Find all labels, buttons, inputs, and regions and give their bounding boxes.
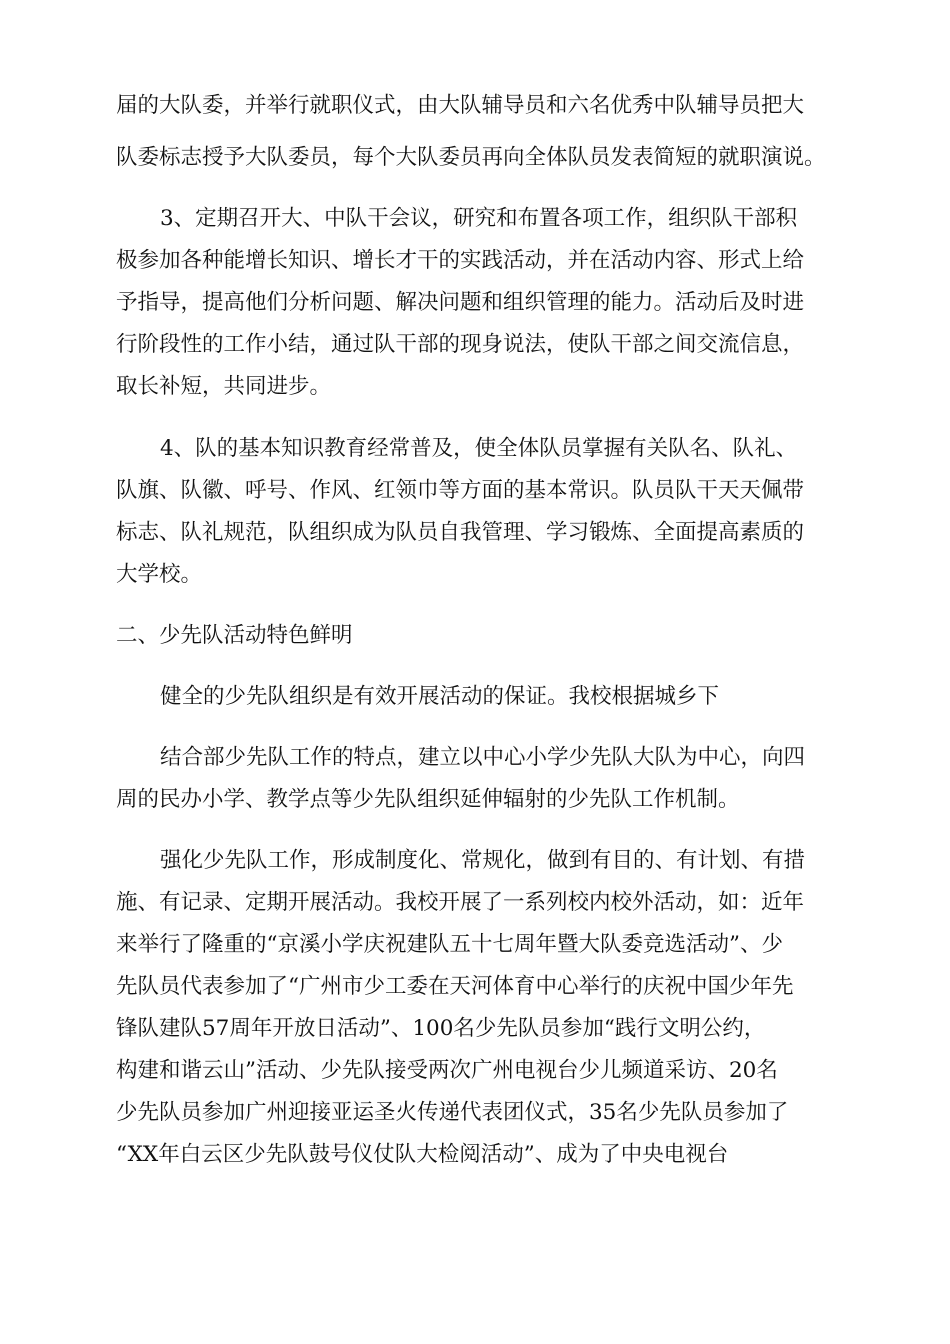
text-line: 大学校。 [116,562,203,587]
text-line: 届的大队委，并举行就职仪式，由大队辅导员和六名优秀中队辅导员把大 [116,93,805,118]
text-line: 队委标志授予大队委员，每个大队委员再向全体队员发表简短的就职演说。 [116,145,826,170]
text-line: 周的民办小学、教学点等少先队组织延伸辐射的少先队工作机制。 [116,787,740,812]
text-line: 标志、队礼规范，队组织成为队员自我管理、学习锻炼、全面提高素质的 [116,520,805,545]
paragraph-first-line: 健全的少先队组织是有效开展活动的保证。我校根据城乡下 [160,684,720,709]
section-heading: 二、少先队活动特色鲜明 [116,623,353,648]
paragraph-first-line: 4、队的基本知识教育经常普及，使全体队员掌握有关队名、队礼、 [160,436,798,461]
text-line: 极参加各种能增长知识、增长才干的实践活动，并在活动内容、形式上给 [116,248,805,273]
paragraph-first-line: 强化少先队工作，形成制度化、常规化，做到有目的、有计划、有措 [160,848,806,873]
paragraph-first-line: 结合部少先队工作的特点，建立以中心小学少先队大队为中心，向四 [160,745,806,770]
text-line: 少先队员参加广州迎接亚运圣火传递代表团仪式，35名少先队员参加了 [116,1100,789,1125]
text-line: 锋队建队57周年开放日活动”、100名少先队员参加“践行文明公约， [116,1016,766,1041]
text-line: 构建和谐云山”活动、少先队接受两次广州电视台少儿频道采访、20名 [116,1058,778,1083]
text-line: 取长补短，共同进步。 [116,374,332,399]
text-line: 队旗、队徽、呼号、作风、红领巾等方面的基本常识。队员队干天天佩带 [116,478,805,503]
text-line: 予指导，提高他们分析问题、解决问题和组织管理的能力。活动后及时进 [116,290,805,315]
text-line: “XX年白云区少先队鼓号仪仗队大检阅活动”、成为了中央电视台 [116,1142,729,1167]
text-line: 来举行了隆重的“京溪小学庆祝建队五十七周年暨大队委竞选活动”、少 [116,932,783,957]
text-line: 先队员代表参加了“广州市少工委在天河体育中心举行的庆祝中国少年先 [116,974,794,999]
text-line: 施、有记录、定期开展活动。我校开展了一系列校内校外活动，如：近年 [116,890,805,915]
paragraph-first-line: 3、定期召开大、中队干会议，研究和布置各项工作，组织队干部积 [160,206,798,231]
text-line: 行阶段性的工作小结，通过队干部的现身说法，使队干部之间交流信息， [116,332,805,357]
